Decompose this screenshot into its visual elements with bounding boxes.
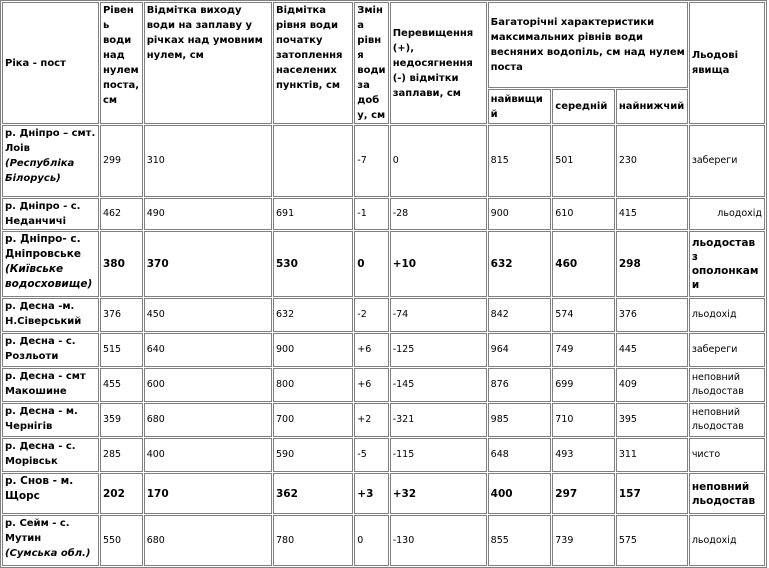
cell-excess: -321 xyxy=(390,403,487,437)
header-river: Ріка - пост xyxy=(2,2,99,124)
cell-change: +6 xyxy=(354,333,388,367)
cell-floodplain: 450 xyxy=(144,298,272,332)
cell-floodplain: 490 xyxy=(144,198,272,230)
station-name-cell xyxy=(2,125,99,197)
cell-max: 632 xyxy=(488,231,552,297)
cell-change: -5 xyxy=(354,438,388,472)
cell-ice: неповний льодостав xyxy=(689,368,765,402)
cell-avg: 699 xyxy=(552,368,615,402)
cell-ice: забереги xyxy=(689,333,765,367)
cell-change: +3 xyxy=(354,473,388,514)
cell-excess: -125 xyxy=(390,333,487,367)
table-row xyxy=(2,403,765,437)
header-excess: Перевищення (+), недосягнення (-) відмітки заплави, см xyxy=(390,2,487,124)
header-flooding: Відмітка рівня води початку затоплення населених пунктів, см xyxy=(273,2,353,124)
header-longterm: Багаторічні характеристики максимальних рівнів води весняних водопіль, см над нулем поста xyxy=(488,2,688,88)
cell-max: 648 xyxy=(488,438,552,472)
cell-level: 455 xyxy=(100,368,143,402)
cell-ice: неповний льодостав xyxy=(689,403,765,437)
cell-flooding: 362 xyxy=(273,473,353,514)
station-name: р. Десна - м. Чернігів xyxy=(5,406,78,432)
station-name-cell xyxy=(2,198,99,230)
cell-ice: льодохід xyxy=(689,515,765,566)
cell-ice: льодохід xyxy=(689,198,765,230)
cell-change: -7 xyxy=(354,125,388,197)
cell-min: 230 xyxy=(616,125,688,197)
cell-floodplain: 170 xyxy=(144,473,272,514)
station-name-cell xyxy=(2,333,99,367)
cell-change: 0 xyxy=(354,231,388,297)
cell-level: 550 xyxy=(100,515,143,566)
station-name-cell xyxy=(2,298,99,332)
station-name-cell xyxy=(2,403,99,437)
cell-max: 900 xyxy=(488,198,552,230)
cell-change: +6 xyxy=(354,368,388,402)
cell-min: 409 xyxy=(616,368,688,402)
station-note: (Київське водосховище) xyxy=(5,263,93,290)
cell-flooding: 530 xyxy=(273,231,353,297)
cell-excess: +32 xyxy=(390,473,487,514)
station-name: р. Десна - с. Розльоти xyxy=(5,336,76,362)
cell-max: 985 xyxy=(488,403,552,437)
cell-excess: +10 xyxy=(390,231,487,297)
cell-floodplain: 680 xyxy=(144,515,272,566)
table-row xyxy=(2,198,765,230)
cell-avg: 460 xyxy=(552,231,615,297)
cell-floodplain: 640 xyxy=(144,333,272,367)
station-name-cell xyxy=(2,231,99,297)
cell-max: 855 xyxy=(488,515,552,566)
station-name: р. Снов - м. Щорс xyxy=(5,475,74,502)
station-name: р. Дніпро- с. Дніпровське xyxy=(5,233,81,260)
header-level: Рівень води над нулем поста, см xyxy=(100,2,143,124)
cell-avg: 749 xyxy=(552,333,615,367)
table-row xyxy=(2,333,765,367)
cell-level: 462 xyxy=(100,198,143,230)
table-row xyxy=(2,438,765,472)
cell-max: 964 xyxy=(488,333,552,367)
station-name: р. Дніпро – смт. Лоів xyxy=(5,128,96,154)
station-name: р. Десна - смт Макошине xyxy=(5,371,86,397)
header-max: найвищий xyxy=(488,89,552,124)
cell-ice: льодохід xyxy=(689,298,765,332)
station-name-cell xyxy=(2,368,99,402)
cell-flooding: 800 xyxy=(273,368,353,402)
cell-change: +2 xyxy=(354,403,388,437)
cell-excess: -145 xyxy=(390,368,487,402)
cell-change: -1 xyxy=(354,198,388,230)
cell-max: 842 xyxy=(488,298,552,332)
cell-floodplain: 600 xyxy=(144,368,272,402)
cell-ice: льодостав з ополонками xyxy=(689,231,765,297)
cell-avg: 710 xyxy=(552,403,615,437)
cell-level: 285 xyxy=(100,438,143,472)
cell-min: 298 xyxy=(616,231,688,297)
station-note: (Сумська обл.) xyxy=(5,548,91,559)
station-name: р. Сейм - с. Мутин xyxy=(5,518,70,544)
cell-level: 299 xyxy=(100,125,143,197)
header-ice: Льодові явища xyxy=(689,2,765,124)
cell-ice: забереги xyxy=(689,125,765,197)
cell-avg: 574 xyxy=(552,298,615,332)
cell-min: 395 xyxy=(616,403,688,437)
table-row xyxy=(2,125,765,197)
cell-min: 575 xyxy=(616,515,688,566)
cell-flooding: 900 xyxy=(273,333,353,367)
station-name: р. Дніпро - с. Неданчичі xyxy=(5,201,81,227)
station-name-cell xyxy=(2,438,99,472)
station-name-cell xyxy=(2,515,99,566)
cell-flooding: 691 xyxy=(273,198,353,230)
table-row xyxy=(2,368,765,402)
cell-floodplain: 370 xyxy=(144,231,272,297)
cell-excess: 0 xyxy=(390,125,487,197)
cell-ice: чисто xyxy=(689,438,765,472)
cell-excess: -130 xyxy=(390,515,487,566)
table-row xyxy=(2,298,765,332)
cell-flooding: 632 xyxy=(273,298,353,332)
cell-min: 415 xyxy=(616,198,688,230)
table-row xyxy=(2,231,765,297)
table-body xyxy=(2,125,765,566)
table-row xyxy=(2,515,765,566)
station-name-cell xyxy=(2,473,99,514)
cell-change: -2 xyxy=(354,298,388,332)
cell-max: 815 xyxy=(488,125,552,197)
cell-avg: 501 xyxy=(552,125,615,197)
header-change: Зміна рівня води за добу, см xyxy=(354,2,388,124)
cell-level: 515 xyxy=(100,333,143,367)
table-row xyxy=(2,473,765,514)
cell-excess: -28 xyxy=(390,198,487,230)
cell-min: 157 xyxy=(616,473,688,514)
cell-flooding xyxy=(273,125,353,197)
cell-ice: неповний льодостав xyxy=(689,473,765,514)
station-name: р. Десна -м. Н.Сіверський xyxy=(5,301,82,327)
cell-level: 359 xyxy=(100,403,143,437)
cell-level: 380 xyxy=(100,231,143,297)
cell-avg: 610 xyxy=(552,198,615,230)
cell-floodplain: 680 xyxy=(144,403,272,437)
cell-floodplain: 310 xyxy=(144,125,272,197)
cell-change: 0 xyxy=(354,515,388,566)
cell-min: 445 xyxy=(616,333,688,367)
cell-max: 876 xyxy=(488,368,552,402)
header-floodplain: Відмітка виходу води на заплаву у річках над умовним нулем, см xyxy=(144,2,272,124)
cell-flooding: 780 xyxy=(273,515,353,566)
cell-min: 376 xyxy=(616,298,688,332)
cell-level: 376 xyxy=(100,298,143,332)
cell-excess: -74 xyxy=(390,298,487,332)
cell-avg: 297 xyxy=(552,473,615,514)
cell-flooding: 700 xyxy=(273,403,353,437)
cell-flooding: 590 xyxy=(273,438,353,472)
cell-avg: 739 xyxy=(552,515,615,566)
station-note: (Республіка Білорусь) xyxy=(5,158,75,184)
cell-floodplain: 400 xyxy=(144,438,272,472)
cell-avg: 493 xyxy=(552,438,615,472)
cell-max: 400 xyxy=(488,473,552,514)
header-min: найнижчий xyxy=(616,89,688,124)
cell-min: 311 xyxy=(616,438,688,472)
header-avg: середній xyxy=(552,89,615,124)
station-name: р. Десна - с. Морівськ xyxy=(5,441,76,467)
cell-excess: -115 xyxy=(390,438,487,472)
cell-level: 202 xyxy=(100,473,143,514)
